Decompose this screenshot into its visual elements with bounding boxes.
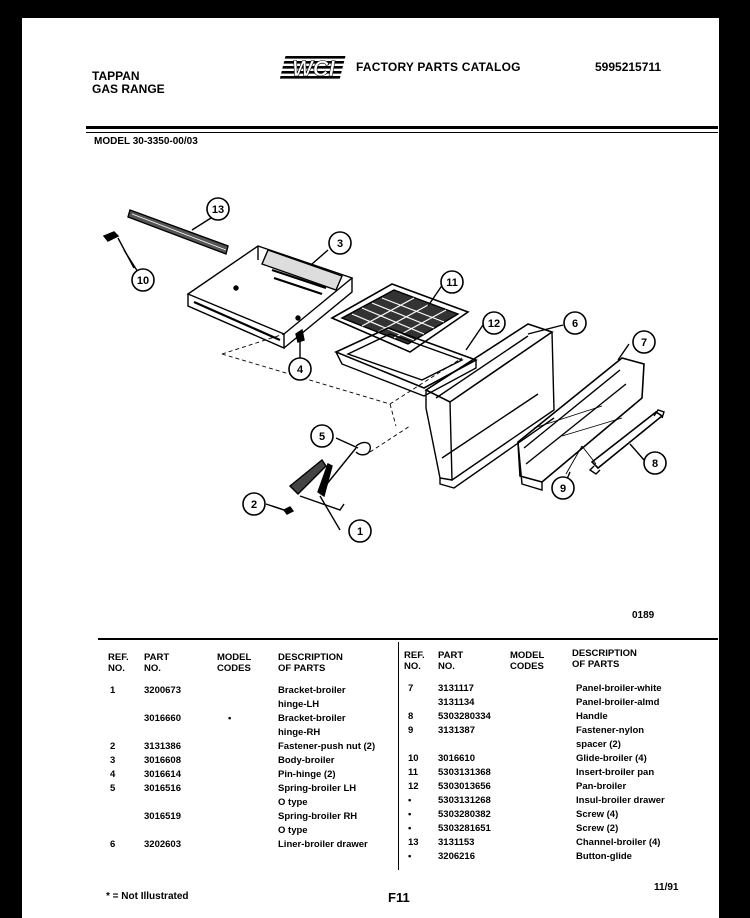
cell-part: 5303281651 xyxy=(438,823,491,834)
cell-desc: Fastener-push nut (2) xyxy=(278,741,376,752)
cell-ref: 11 xyxy=(408,767,419,778)
callout xyxy=(243,493,265,515)
cell-desc: Spring-broiler LH xyxy=(278,783,357,794)
cell-part: 5303131268 xyxy=(438,795,491,806)
cell-ref: 9 xyxy=(408,725,414,736)
cell-part: 3016516 xyxy=(144,783,181,794)
svg-text:3: 3 xyxy=(336,238,344,250)
cell-desc: Spring-broiler RH xyxy=(278,811,358,822)
svg-text:8: 8 xyxy=(651,458,659,470)
cell-desc: Button-glide xyxy=(576,851,632,862)
svg-text:7: 7 xyxy=(640,337,648,349)
cell-part: 5303280382 xyxy=(438,809,491,820)
right-header-ref: REF. NO. xyxy=(404,650,425,672)
cell-ref: 10 xyxy=(408,753,419,764)
table-top-rule xyxy=(98,638,718,640)
cell-desc: Body-broiler xyxy=(278,755,335,766)
cell-part: 3131387 xyxy=(438,725,475,736)
cell-part: 3016608 xyxy=(144,755,181,766)
callout xyxy=(349,520,371,542)
cell-ref: 8 xyxy=(408,711,414,722)
callout xyxy=(132,269,154,291)
cell-desc: Screw (2) xyxy=(576,823,619,834)
cell-desc: Pan-broiler xyxy=(576,781,627,792)
cell-ref: • xyxy=(408,809,412,820)
cell-desc: Liner-broiler drawer xyxy=(278,839,368,850)
cell-part: 3131386 xyxy=(144,741,181,752)
callout xyxy=(441,271,463,293)
table-column-divider xyxy=(398,642,399,870)
left-header-ref: REF. NO. xyxy=(108,652,129,674)
cell-desc: Insert-broiler pan xyxy=(576,767,655,778)
callout xyxy=(329,232,351,254)
svg-text:5: 5 xyxy=(318,431,326,443)
cell-model: • xyxy=(228,713,232,724)
svg-text:1: 1 xyxy=(356,526,364,538)
cell-part: 3202603 xyxy=(144,839,181,850)
svg-text:9: 9 xyxy=(559,483,567,495)
cell-desc: Panel-broiler-almd xyxy=(576,697,660,708)
cell-part: 3206216 xyxy=(438,851,475,862)
left-header-model: MODEL CODES xyxy=(217,652,252,674)
cell-part: 3016610 xyxy=(438,753,475,764)
cell-desc: Channel-broiler (4) xyxy=(576,837,661,848)
cell-ref: 7 xyxy=(408,683,414,694)
cell-part: 3131117 xyxy=(438,683,474,694)
page-number: F11 xyxy=(388,890,410,905)
svg-text:10: 10 xyxy=(136,275,150,287)
cell-ref: 5 xyxy=(110,783,116,794)
cell-desc: Screw (4) xyxy=(576,809,619,820)
cell-ref: • xyxy=(408,851,412,862)
cell-ref: 12 xyxy=(408,781,419,792)
callout-group xyxy=(132,198,666,542)
cell-desc: Glide-broiler (4) xyxy=(576,753,647,764)
not-illustrated-legend: * = Not Illustrated xyxy=(106,891,189,902)
cell-desc: hinge-LH xyxy=(278,699,320,710)
cell-ref: 13 xyxy=(408,837,419,848)
cell-desc: Fastener-nylon xyxy=(576,725,645,736)
callout xyxy=(564,312,586,334)
cell-part: 3131134 xyxy=(438,697,475,708)
right-header-desc: DESCRIPTION OF PARTS xyxy=(572,648,637,670)
cell-desc: Insul-broiler drawer xyxy=(576,795,665,806)
right-header-part: PART NO. xyxy=(438,650,464,672)
cell-ref: 4 xyxy=(110,769,116,780)
callout xyxy=(644,452,666,474)
model-number: MODEL 30-3350-00/03 xyxy=(94,136,198,147)
svg-text:4: 4 xyxy=(296,364,304,376)
cell-desc: Handle xyxy=(576,711,608,722)
left-header-desc: DESCRIPTION OF PARTS xyxy=(278,652,343,674)
cell-part: 5303013656 xyxy=(438,781,491,792)
svg-text:12: 12 xyxy=(487,318,501,330)
cell-desc: Panel-broiler-white xyxy=(576,683,662,694)
cell-part: 3016660 xyxy=(144,713,181,724)
cell-desc: Bracket-broiler xyxy=(278,685,346,696)
cell-desc: Bracket-broiler xyxy=(278,713,346,724)
right-header-model: MODEL CODES xyxy=(510,650,545,672)
catalog-title: FACTORY PARTS CATALOG xyxy=(356,60,521,74)
callout xyxy=(311,425,333,447)
cell-ref: 2 xyxy=(110,741,116,752)
callout xyxy=(552,477,574,499)
cell-ref: • xyxy=(408,795,412,806)
product-name: GAS RANGE xyxy=(92,82,165,96)
drawing-code: 0189 xyxy=(632,610,655,621)
cell-desc: O type xyxy=(278,825,308,836)
callout xyxy=(483,312,505,334)
catalog-date: 11/91 xyxy=(654,882,679,893)
logo-text: WCI xyxy=(292,56,335,81)
svg-text:13: 13 xyxy=(211,204,225,216)
cell-part: 3131153 xyxy=(438,837,475,848)
callout xyxy=(633,331,655,353)
catalog-number: 5995215711 xyxy=(595,60,662,74)
cell-ref: • xyxy=(408,823,412,834)
svg-text:2: 2 xyxy=(250,499,258,511)
callout xyxy=(289,358,311,380)
cell-desc: hinge-RH xyxy=(278,727,321,738)
svg-text:11: 11 xyxy=(446,277,458,289)
callout xyxy=(207,198,229,220)
cell-part: 3200673 xyxy=(144,685,181,696)
cell-desc: O type xyxy=(278,797,308,808)
cell-desc: Pin-hinge (2) xyxy=(278,769,336,780)
cell-ref: 3 xyxy=(110,755,116,766)
svg-text:6: 6 xyxy=(571,318,579,330)
cell-part: 5303280334 xyxy=(438,711,491,722)
cell-ref: 1 xyxy=(110,685,116,696)
cell-desc: spacer (2) xyxy=(576,739,621,750)
parts-sheet xyxy=(22,18,719,918)
left-header-part: PART NO. xyxy=(144,652,170,674)
cell-ref: 6 xyxy=(110,839,116,850)
brand-name: TAPPAN xyxy=(92,69,140,83)
exploded-diagram xyxy=(22,18,719,618)
cell-part: 5303131368 xyxy=(438,767,491,778)
cell-part: 3016614 xyxy=(144,769,181,780)
cell-part: 3016519 xyxy=(144,811,181,822)
